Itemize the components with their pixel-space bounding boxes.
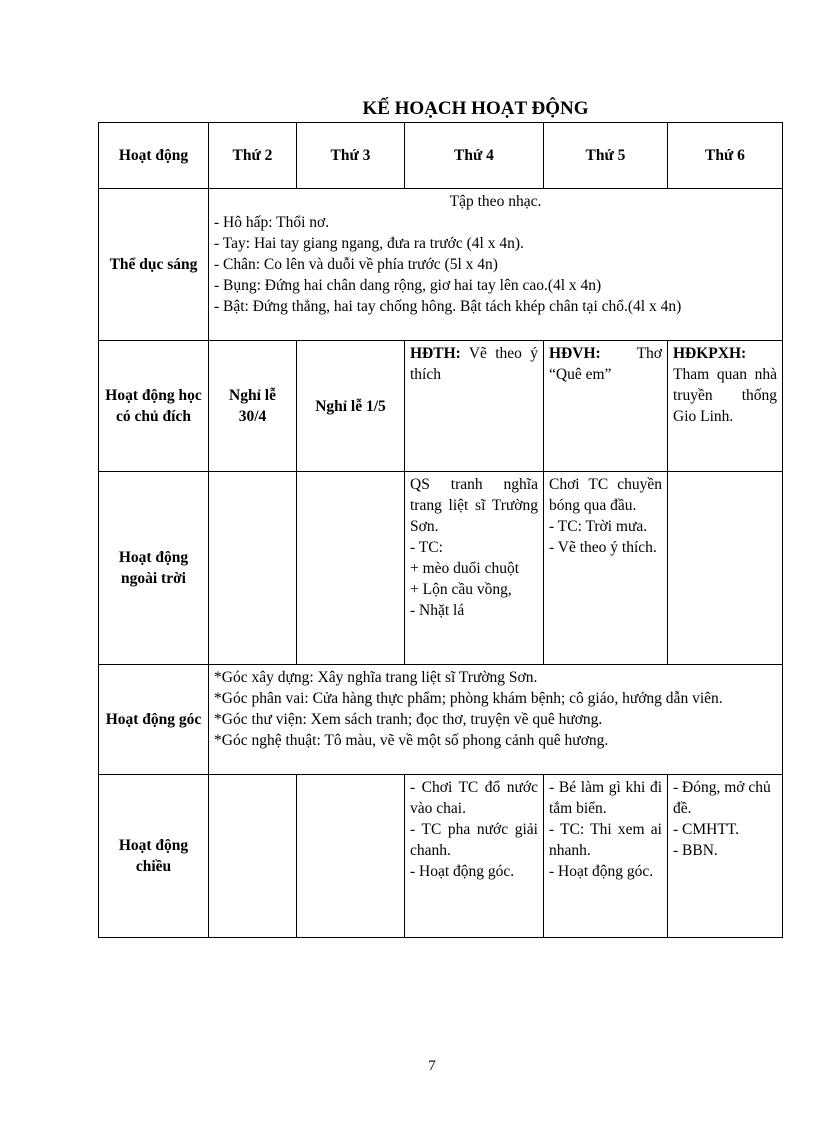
study-fri-text: Tham quan nhà truyền thống Gio Linh. [673,366,777,425]
corner-line: *Góc xây dựng: Xây nghĩa trang liệt sĩ Trường Sơn. [214,669,538,686]
header-day-thu: Thứ 5 [544,123,668,189]
afternoon-tue [297,775,405,938]
outdoor-thu-line: - TC: Trời mưa. [549,518,648,535]
study-fri [668,341,783,472]
header-activity: Hoạt động [99,123,209,189]
header-day-mon: Thứ 2 [209,123,297,189]
afternoon-label: Hoạt động chiều [99,775,209,938]
header-day-wed: Thứ 4 [405,123,544,189]
outdoor-wed-line: - Nhặt lá [410,602,465,619]
outdoor-label: Hoạt động ngoài trời [99,472,209,665]
study-thu-text: Thơ “Quê em” [549,345,662,383]
morning-exercise-label: Thể dục sáng [99,189,209,341]
corner-line: *Góc phân vai: Cửa hàng thực phẩm; phòng khám bệnh; cô giáo, hướng dẫn viên. [214,690,723,707]
morning-line: - Tay: Hai tay giang ngang, đưa ra trước (4l x 4n). [214,235,524,252]
study-wed [405,341,544,472]
afternoon-fri-line: - BBN. [673,842,718,859]
page-number: 7 [428,1058,436,1074]
outdoor-fri [668,472,783,665]
afternoon-fri-line: - Đóng, mở chủ đề. [673,779,771,817]
corner-line: *Góc thư viện: Xem sách tranh; đọc thơ, truyện về quê hương. [214,711,603,728]
morning-intro: Tập theo nhạc. [449,193,542,210]
corner-row [99,665,783,775]
header-day-fri: Thứ 6 [668,123,783,189]
study-mon-holiday: Nghỉ lễ 30/4 [209,341,297,472]
afternoon-thu-line: - TC: Thi xem ai nhanh. [549,821,662,859]
corner-line: *Góc nghệ thuật: Tô màu, vẽ về một số phong cảnh quê hương. [214,732,609,749]
afternoon-wed-line: - TC pha nước giải chanh. [410,821,538,859]
morning-exercise-content [209,189,783,341]
study-label: Hoạt động học có chủ đích [99,341,209,472]
study-wed-text: Vẽ theo ý thích [410,345,538,383]
header-day-tue: Thứ 3 [297,123,405,189]
morning-line: - Chân: Co lên và duỗi về phía trước (5l x 4n) [214,256,498,273]
activity-plan-table [98,122,783,938]
outdoor-wed-line: + Lộn cầu vồng, [410,581,512,598]
page-title: KẾ HOẠCH HOẠT ĐỘNG [362,98,589,119]
afternoon-thu-line: - Bé làm gì khi đi tắm biển. [549,779,662,817]
morning-line: - Bật: Đứng thẳng, hai tay chống hông. Bật tách khép chân tại chổ.(4l x 4n) [214,298,682,315]
afternoon-wed [405,775,544,938]
outdoor-row [99,472,783,665]
outdoor-thu-line: Chơi TC chuyền bóng qua đầu. [549,476,662,514]
afternoon-thu [544,775,668,938]
study-thu-title: HĐVH: [549,345,601,362]
outdoor-wed-line: - TC: [410,539,443,556]
morning-line: - Hô hấp: Thổi nơ. [214,214,330,231]
morning-exercise-row [99,189,783,341]
study-row [99,341,783,472]
study-wed-title: HĐTH: [410,345,461,362]
study-thu [544,341,668,472]
morning-line: - Bụng: Đứng hai chân dang rộng, giơ hai tay lên cao.(4l x 4n) [214,277,602,294]
outdoor-wed [405,472,544,665]
afternoon-wed-line: - Hoạt động góc. [410,863,515,880]
afternoon-fri-line: - CMHTT. [673,821,740,838]
header-row [99,123,783,189]
outdoor-wed-line: QS tranh nghĩa trang liệt sĩ Trường Sơn. [410,476,538,535]
afternoon-row [99,775,783,938]
outdoor-tue [297,472,405,665]
afternoon-mon [209,775,297,938]
study-tue-holiday: Nghỉ lễ 1/5 [297,341,405,472]
afternoon-wed-line: - Chơi TC đổ nước vào chai. [410,779,538,817]
outdoor-thu [544,472,668,665]
afternoon-fri [668,775,783,938]
corner-content [209,665,783,775]
outdoor-thu-line: - Vẽ theo ý thích. [549,539,657,556]
afternoon-thu-line: - Hoạt động góc. [549,863,654,880]
outdoor-mon [209,472,297,665]
corner-label: Hoạt động góc [99,665,209,775]
study-fri-title: HĐKPXH: [673,345,747,362]
outdoor-wed-line: + mèo duổi chuột [410,560,520,577]
